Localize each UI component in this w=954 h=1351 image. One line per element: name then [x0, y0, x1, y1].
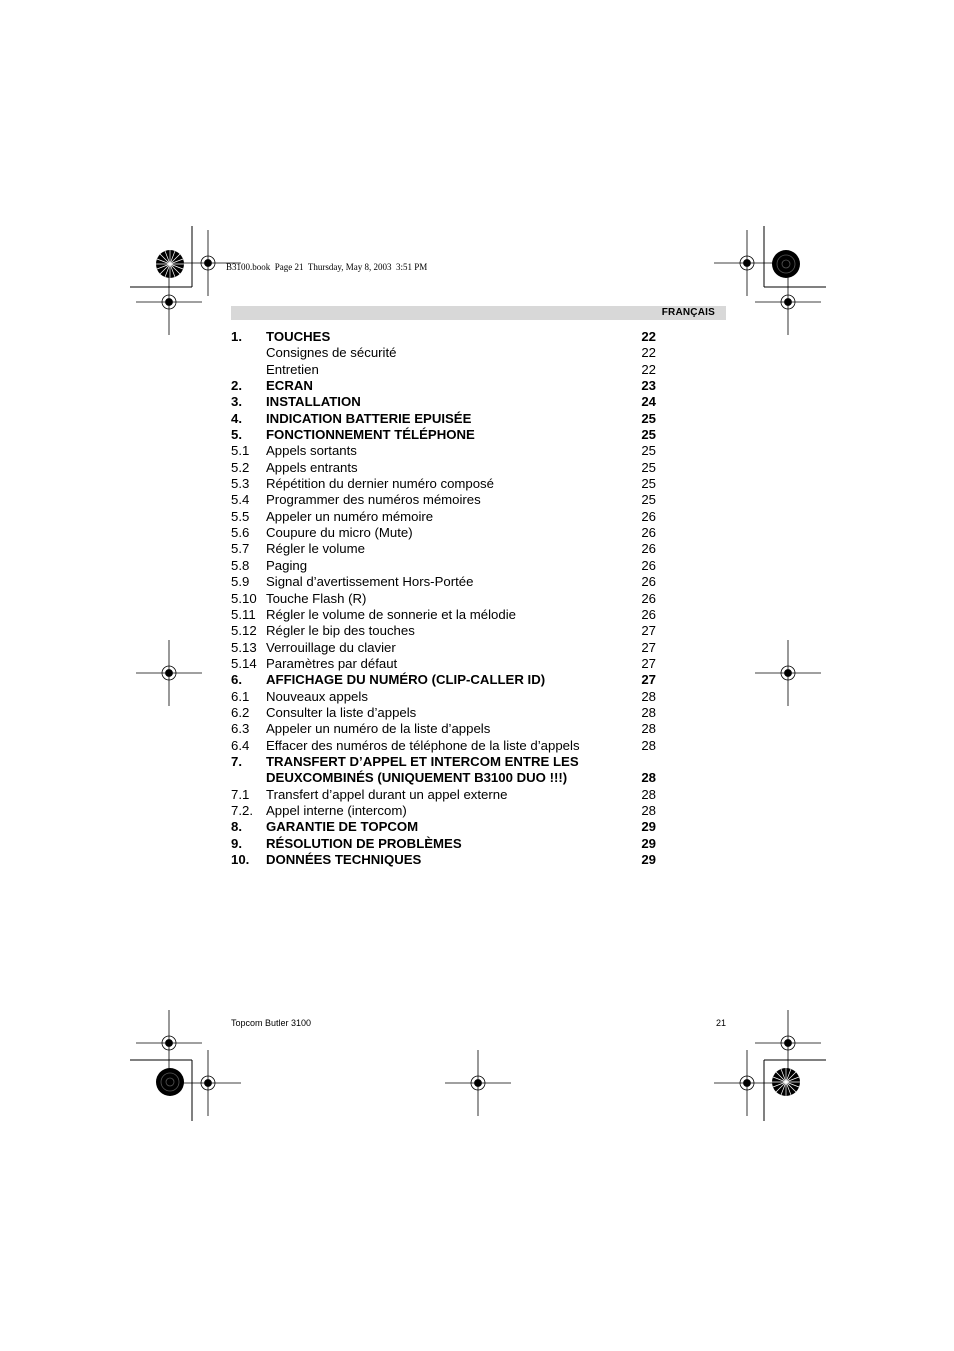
toc-entry-page: 25	[641, 427, 656, 443]
toc-entry[interactable]	[231, 476, 661, 492]
register-mark-icon	[445, 1050, 511, 1116]
toc-entry-number: 10.	[231, 852, 250, 867]
toc-entry-number: 5.10	[231, 590, 257, 606]
toc-entry[interactable]	[231, 656, 661, 672]
toc-entry-number: 5.6	[231, 525, 250, 541]
toc-entry[interactable]	[231, 378, 661, 394]
footer-product: Topcom Butler 3100	[231, 1018, 312, 1028]
toc-entry-title: INSTALLATION	[266, 394, 361, 410]
toc-entry[interactable]	[231, 492, 661, 508]
toc-entry[interactable]	[231, 852, 661, 868]
toc-entry-page: 25	[641, 459, 656, 475]
toc-entry-page: 22	[641, 329, 656, 344]
toc-entry-number: 5.11	[231, 606, 256, 622]
toc-entry-title: Paramètres par défaut	[266, 655, 398, 671]
toc-entry[interactable]	[231, 558, 661, 574]
toc-entry[interactable]	[231, 411, 661, 427]
toc-entry-page: 28	[641, 770, 656, 786]
toc-entry-page: 29	[641, 835, 656, 851]
toc-entry[interactable]	[231, 509, 661, 525]
toc-entry-number: 5.14	[231, 655, 257, 671]
starburst-mark-icon	[156, 1068, 184, 1096]
toc-entry-title: Programmer des numéros mémoires	[266, 492, 481, 508]
toc-entry[interactable]	[231, 345, 661, 361]
toc-entry[interactable]	[231, 721, 661, 737]
toc-entry-title: RÉSOLUTION DE PROBLÈMES	[266, 835, 462, 851]
toc-entry-page: 28	[641, 802, 656, 818]
toc-entry-title: TOUCHES	[266, 329, 331, 344]
toc-entry-number: 5.4	[231, 492, 250, 508]
toc-entry-number: 5.	[231, 427, 242, 443]
toc-entry-number: 6.4	[231, 737, 250, 753]
toc-entry-title: Signal d’avertissement Hors-Portée	[266, 574, 474, 590]
toc-entry-page: 29	[641, 819, 656, 835]
toc-entry-page: 26	[641, 590, 656, 606]
toc-entry-number: 7.	[231, 753, 242, 769]
toc-entry[interactable]	[231, 574, 661, 590]
toc-entry-title: Régler le volume	[266, 541, 365, 557]
toc-entry-page: 25	[641, 443, 656, 459]
toc-entry-title: Verrouillage du clavier	[266, 639, 396, 655]
toc-entry-title: Régler le volume de sonnerie et la mélodie	[266, 606, 516, 622]
toc-entry-number: 6.1	[231, 688, 250, 704]
toc-entry-title: Régler le bip des touches	[266, 623, 415, 639]
toc-entry-page: 26	[641, 606, 656, 622]
toc-entry-page: 26	[641, 557, 656, 573]
toc-entry-title: Nouveaux appels	[266, 688, 368, 704]
toc-entry-page: 28	[641, 688, 656, 704]
toc-entry-page: 23	[641, 378, 656, 394]
toc-entry-number: 8.	[231, 819, 242, 835]
toc-entry[interactable]	[231, 394, 661, 410]
toc-entry-number: 5.7	[231, 541, 250, 557]
toc-entry[interactable]	[231, 460, 661, 476]
toc-entry[interactable]	[231, 689, 661, 705]
toc-entry-page: 27	[641, 672, 656, 688]
toc-entry-number: 5.13	[231, 639, 257, 655]
footer-page-number: 21	[716, 1018, 727, 1028]
toc-entry-title: Appeler un numéro mémoire	[266, 508, 434, 524]
toc-entry-page: 27	[641, 655, 656, 671]
toc-entry-title: DONNÉES TECHNIQUES	[266, 852, 422, 867]
toc-entry-page: 28	[641, 786, 656, 802]
toc-entry-page: 28	[641, 737, 656, 753]
language-bar	[231, 306, 726, 320]
toc-entry-page: 25	[641, 410, 656, 426]
table-of-contents	[231, 329, 661, 868]
toc-entry[interactable]	[231, 787, 661, 803]
toc-entry-page: 28	[641, 704, 656, 720]
toc-entry-number: 5.5	[231, 508, 250, 524]
toc-entry-number: 3.	[231, 394, 242, 410]
toc-entry-number: 6.	[231, 672, 242, 688]
toc-entry-page: 29	[641, 852, 656, 867]
toc-entry-title: INDICATION BATTERIE EPUISÉE	[266, 410, 472, 426]
toc-entry-page: 22	[641, 345, 656, 361]
toc-entry[interactable]	[231, 803, 661, 819]
toc-entry-number: 5.3	[231, 476, 250, 492]
starburst-mark-icon	[156, 250, 184, 278]
toc-entry-title: DEUXCOMBINÉS (UNIQUEMENT B3100 DUO !!!)	[266, 770, 568, 786]
toc-entry-title: GARANTIE DE TOPCOM	[266, 819, 419, 835]
starburst-mark-icon	[772, 250, 800, 278]
toc-entry-number: 4.	[231, 410, 242, 426]
toc-entry-number: 5.9	[231, 574, 250, 590]
toc-entry-number: 9.	[231, 835, 242, 851]
toc-entry-title: Appel interne (intercom)	[266, 802, 407, 818]
toc-entry-title: Consulter la liste d’appels	[266, 704, 417, 720]
toc-entry-title: Coupure du micro (Mute)	[266, 525, 413, 541]
toc-entry[interactable]	[231, 362, 661, 378]
toc-entry-number: 6.2	[231, 704, 250, 720]
toc-entry-page: 26	[641, 508, 656, 524]
register-mark-icon	[714, 230, 780, 296]
toc-entry[interactable]	[231, 754, 661, 770]
toc-entry-title: Touche Flash (R)	[266, 590, 367, 606]
toc-entry-page: 26	[641, 541, 656, 557]
toc-entry-title: Paging	[266, 557, 308, 573]
language-label: FRANÇAIS	[661, 307, 715, 318]
toc-entry[interactable]	[231, 819, 661, 835]
toc-entry-title: Transfert d’appel durant un appel externe	[266, 786, 508, 802]
starburst-mark-icon	[772, 1068, 800, 1096]
toc-entry-page: 22	[641, 361, 656, 377]
toc-entry[interactable]	[231, 623, 661, 639]
toc-entry[interactable]	[231, 443, 661, 459]
toc-entry-page: 26	[641, 574, 656, 590]
toc-entry-number: 5.2	[231, 459, 250, 475]
toc-entry[interactable]	[231, 591, 661, 607]
toc-entry-title: TRANSFERT D’APPEL ET INTERCOM ENTRE LES	[266, 753, 579, 769]
toc-entry[interactable]	[231, 525, 661, 541]
toc-entry[interactable]	[231, 427, 661, 443]
toc-entry-page: 28	[641, 721, 656, 737]
toc-entry[interactable]	[231, 672, 661, 688]
toc-entry[interactable]	[231, 770, 661, 786]
toc-entry-title: ECRAN	[266, 378, 313, 394]
register-mark-icon	[755, 640, 821, 706]
toc-entry-number: 2.	[231, 378, 242, 394]
toc-entry-page: 26	[641, 525, 656, 541]
toc-entry[interactable]	[231, 329, 661, 345]
register-mark-icon	[755, 1010, 821, 1076]
toc-entry[interactable]	[231, 836, 661, 852]
toc-entry-number: 5.12	[231, 623, 257, 639]
toc-entry-title: Appeler un numéro de la liste d’appels	[266, 721, 491, 737]
toc-entry-page: 25	[641, 492, 656, 508]
toc-entry[interactable]	[231, 705, 661, 721]
toc-entry[interactable]	[231, 738, 661, 754]
toc-entry[interactable]	[231, 541, 661, 557]
toc-entry-number: 5.8	[231, 557, 250, 573]
toc-entry-title: Appels sortants	[266, 443, 357, 459]
toc-entry-title: Répétition du dernier numéro composé	[266, 476, 494, 492]
toc-entry-number: 5.1	[231, 443, 250, 459]
toc-entry-title: Consignes de sécurité	[266, 345, 397, 361]
toc-entry-title: Entretien	[266, 361, 319, 377]
toc-entry[interactable]	[231, 607, 661, 623]
toc-entry-title: FONCTIONNEMENT TÉLÉPHONE	[266, 427, 475, 443]
toc-entry[interactable]	[231, 640, 661, 656]
toc-entry-page: 25	[641, 476, 656, 492]
toc-entry-page: 24	[641, 394, 656, 410]
toc-entry-title: AFFICHAGE DU NUMÉRO (CLIP-CALLER ID)	[266, 672, 546, 688]
toc-entry-title: Appels entrants	[266, 459, 358, 475]
file-info: B3100.book Page 21 Thursday, May 8, 2003 3:51 PM	[226, 262, 428, 272]
toc-entry-number: 6.3	[231, 721, 250, 737]
toc-entry-title: Effacer des numéros de téléphone de la liste d’appels	[266, 737, 580, 753]
toc-entry-number: 7.2.	[231, 802, 253, 818]
toc-entry-page: 27	[641, 623, 656, 639]
toc-entry-number: 1.	[231, 329, 242, 344]
toc-entry-page: 27	[641, 639, 656, 655]
register-mark-icon	[136, 640, 202, 706]
toc-entry-number: 7.1	[231, 786, 250, 802]
register-mark-icon	[755, 269, 821, 335]
